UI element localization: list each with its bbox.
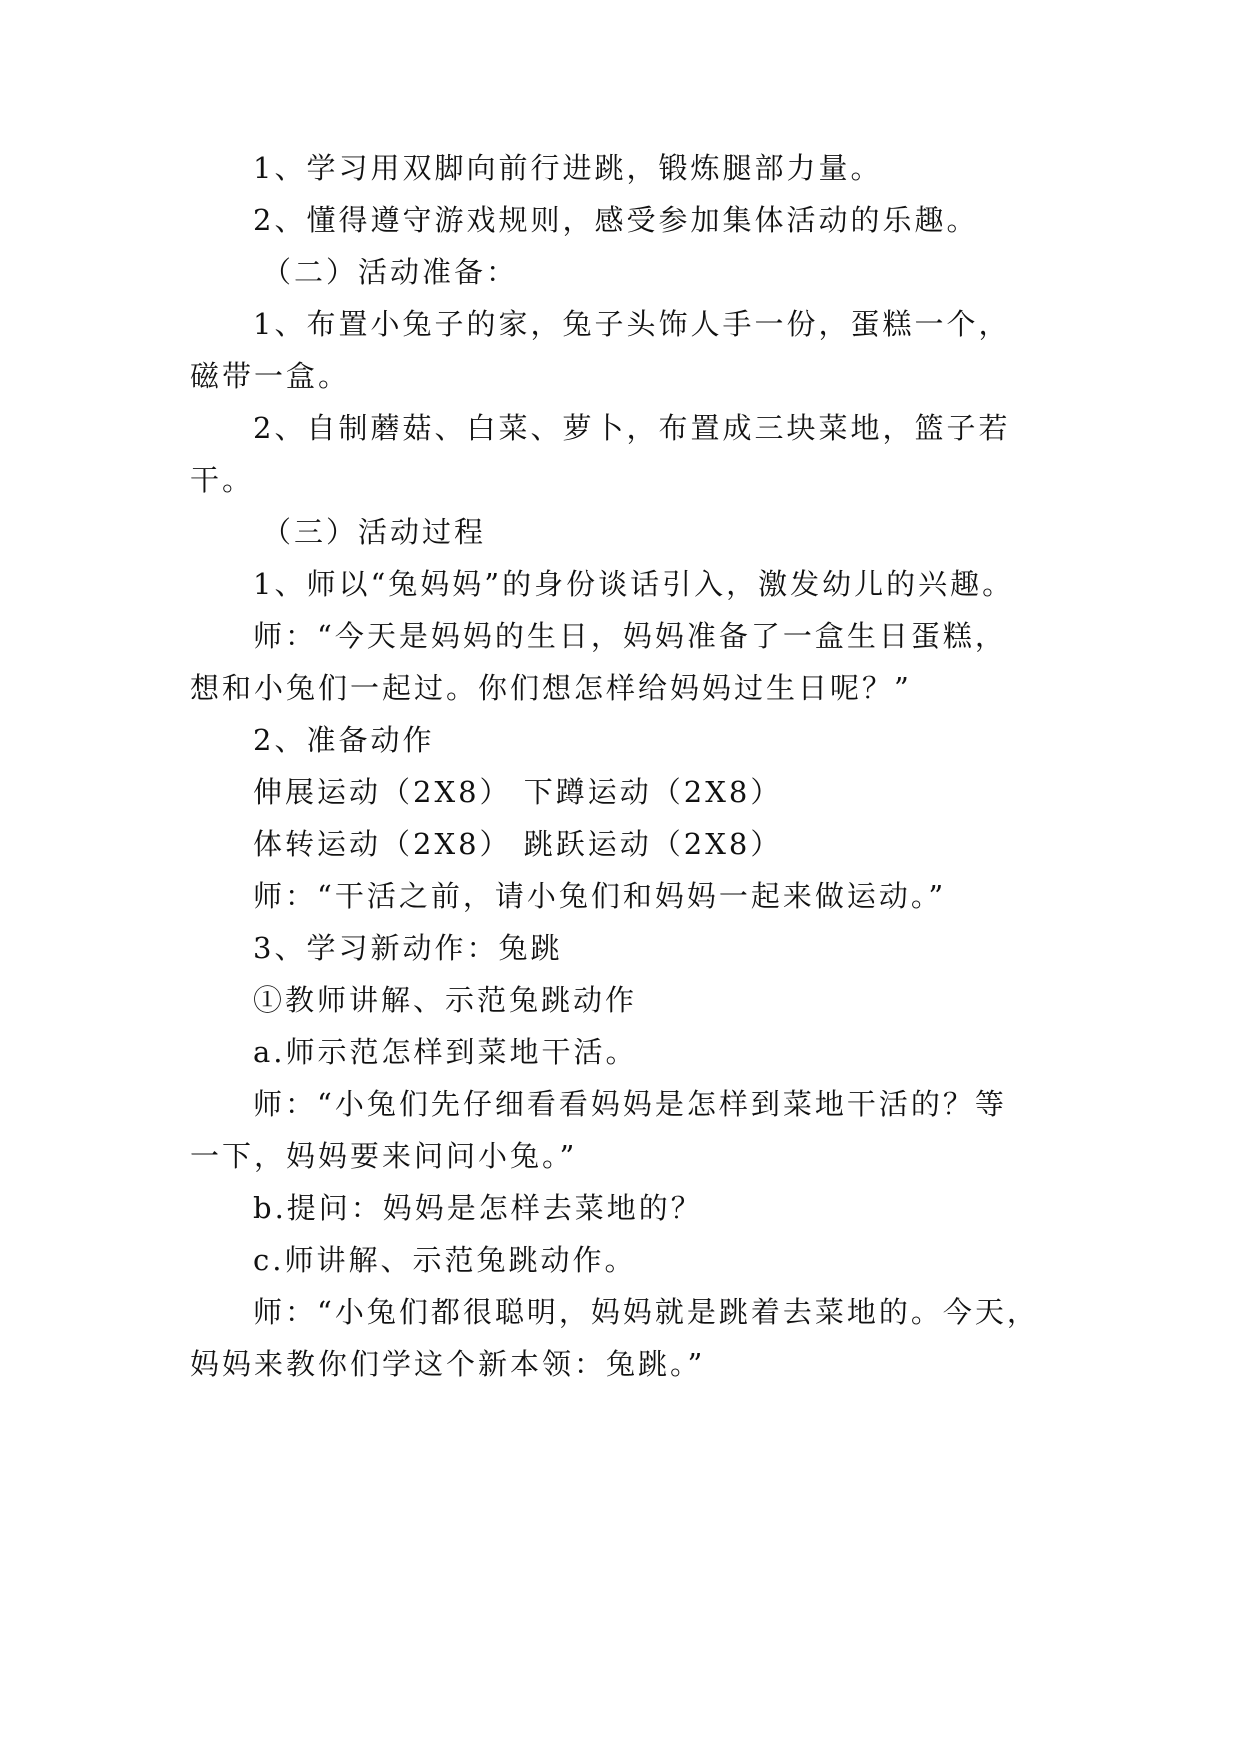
step-a: a.师示范怎样到菜地干活。 (253, 1035, 638, 1069)
section-heading-process: （三）活动过程 (262, 515, 487, 549)
objective-2: 2、懂得遵守游戏规则，感受参加集体活动的乐趣。 (253, 203, 979, 237)
teacher-line-2: 师：“干活之前，请小兔们和妈妈一起来做运动。” (253, 879, 947, 913)
process-3: 3、学习新动作：兔跳 (253, 931, 563, 965)
teacher-line-1: 师：“今天是妈妈的生日，妈妈准备了一盒生日蛋糕， (253, 619, 1007, 653)
preparation-2: 2、自制蘑菇、白菜、萝卜，布置成三块菜地，篮子若 (253, 411, 1011, 445)
teacher-line-4-cont: 妈妈来教你们学这个新本领：兔跳。” (190, 1347, 706, 1381)
teacher-line-3: 师：“小兔们先仔细看看妈妈是怎样到菜地干活的？等 (253, 1087, 1007, 1121)
teacher-line-4: 师：“小兔们都很聪明，妈妈就是跳着去菜地的。今天， (253, 1295, 1039, 1329)
objective-1: 1、学习用双脚向前行进跳，锻炼腿部力量。 (253, 151, 883, 185)
step-circled-1: ①教师讲解、示范兔跳动作 (253, 983, 638, 1017)
exercise-row-1: 伸展运动（2X8） 下蹲运动（2X8） (253, 775, 783, 809)
process-1: 1、师以“兔妈妈”的身份谈话引入，激发幼儿的兴趣。 (253, 567, 1015, 601)
preparation-1-cont: 磁带一盒。 (190, 359, 351, 393)
teacher-line-1-cont: 想和小兔们一起过。你们想怎样给妈妈过生日呢？” (190, 671, 912, 705)
exercise-row-2: 体转运动（2X8） 跳跃运动（2X8） (253, 827, 783, 861)
preparation-1: 1、布置小兔子的家，兔子头饰人手一份，蛋糕一个， (253, 307, 1011, 341)
process-2: 2、准备动作 (253, 723, 435, 757)
step-c: c.师讲解、示范兔跳动作。 (253, 1243, 637, 1277)
section-heading-preparation: （二）活动准备： (262, 255, 519, 289)
teacher-line-3-cont: 一下，妈妈要来问问小兔。” (190, 1139, 578, 1173)
preparation-2-cont: 干。 (190, 463, 255, 497)
step-b: b.提问：妈妈是怎样去菜地的？ (253, 1191, 703, 1225)
